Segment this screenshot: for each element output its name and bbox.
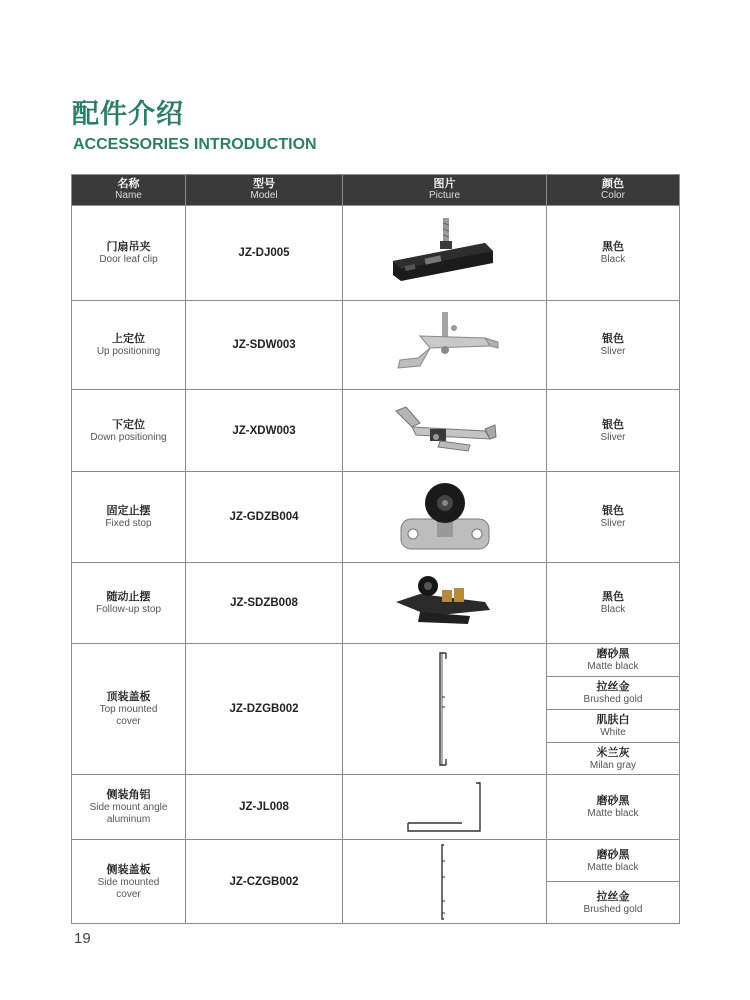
side-mounted-cover-image xyxy=(430,843,460,921)
name-cell: 随动止摆 Follow-up stop xyxy=(72,563,186,644)
side-mount-angle-aluminum-image xyxy=(400,779,490,835)
model-cell: JZ-GDZB004 xyxy=(186,472,343,563)
up-positioning-image xyxy=(390,308,500,383)
header-model: 型号 Model xyxy=(186,175,343,206)
color-cell: 磨砂黑 Matte black xyxy=(547,775,680,840)
picture-cell xyxy=(343,563,547,644)
model-cell: JZ-SDZB008 xyxy=(186,563,343,644)
name-cell: 侧装盖板 Side mounted cover xyxy=(72,840,186,924)
picture-cell xyxy=(343,775,547,840)
name-cell: 门扇吊夹 Door leaf clip xyxy=(72,206,186,301)
picture-cell xyxy=(343,472,547,563)
page-subtitle: ACCESSORIES INTRODUCTION xyxy=(73,136,317,153)
fixed-stop-image xyxy=(395,477,495,557)
model-cell: JZ-XDW003 xyxy=(186,390,343,472)
picture-cell xyxy=(343,301,547,390)
table-row xyxy=(72,206,680,301)
color-cell: 磨砂黑 Matte black xyxy=(547,644,680,677)
model-cell: JZ-CZGB002 xyxy=(186,840,343,924)
color-cell: 磨砂黑 Matte black xyxy=(547,840,680,882)
color-cell: 拉丝金 Brushed gold xyxy=(547,882,680,924)
table-row xyxy=(72,563,680,644)
name-cell: 上定位 Up positioning xyxy=(72,301,186,390)
name-cell: 固定止摆 Fixed stop xyxy=(72,472,186,563)
table-header-row xyxy=(72,175,680,206)
color-cell: 银色 Sliver xyxy=(547,472,680,563)
color-cell: 拉丝金 Brushed gold xyxy=(547,677,680,710)
model-cell: JZ-JL008 xyxy=(186,775,343,840)
name-cell: 侧装角铝 Side mount angle aluminum xyxy=(72,775,186,840)
color-cell: 黑色 Black xyxy=(547,206,680,301)
picture-cell xyxy=(343,840,547,924)
table-row xyxy=(72,301,680,390)
picture-cell xyxy=(343,390,547,472)
color-cell: 米兰灰 Milan gray xyxy=(547,743,680,775)
model-cell: JZ-SDW003 xyxy=(186,301,343,390)
accessories-table xyxy=(71,174,680,924)
header-name: 名称 Name xyxy=(72,175,186,206)
table-row xyxy=(72,390,680,472)
page-title: 配件介绍 xyxy=(72,99,184,130)
picture-cell xyxy=(343,206,547,301)
table-row xyxy=(72,775,680,840)
table-row xyxy=(72,472,680,563)
color-cell: 肌肤白 White xyxy=(547,710,680,743)
name-cell: 顶装盖板 Top mounted cover xyxy=(72,644,186,775)
table-row xyxy=(72,644,680,677)
header-color: 颜色 Color xyxy=(547,175,680,206)
follow-up-stop-image xyxy=(390,572,500,634)
picture-cell xyxy=(343,644,547,775)
top-mounted-cover-image xyxy=(430,649,460,769)
table-row xyxy=(72,840,680,882)
door-leaf-clip-image xyxy=(385,213,505,293)
model-cell: JZ-DZGB002 xyxy=(186,644,343,775)
color-cell: 银色 Sliver xyxy=(547,390,680,472)
down-positioning-image xyxy=(390,401,500,461)
color-cell: 黑色 Black xyxy=(547,563,680,644)
name-cell: 下定位 Down positioning xyxy=(72,390,186,472)
color-cell: 银色 Sliver xyxy=(547,301,680,390)
header-picture: 图片 Picture xyxy=(343,175,547,206)
model-cell: JZ-DJ005 xyxy=(186,206,343,301)
page-number: 19 xyxy=(74,930,91,947)
